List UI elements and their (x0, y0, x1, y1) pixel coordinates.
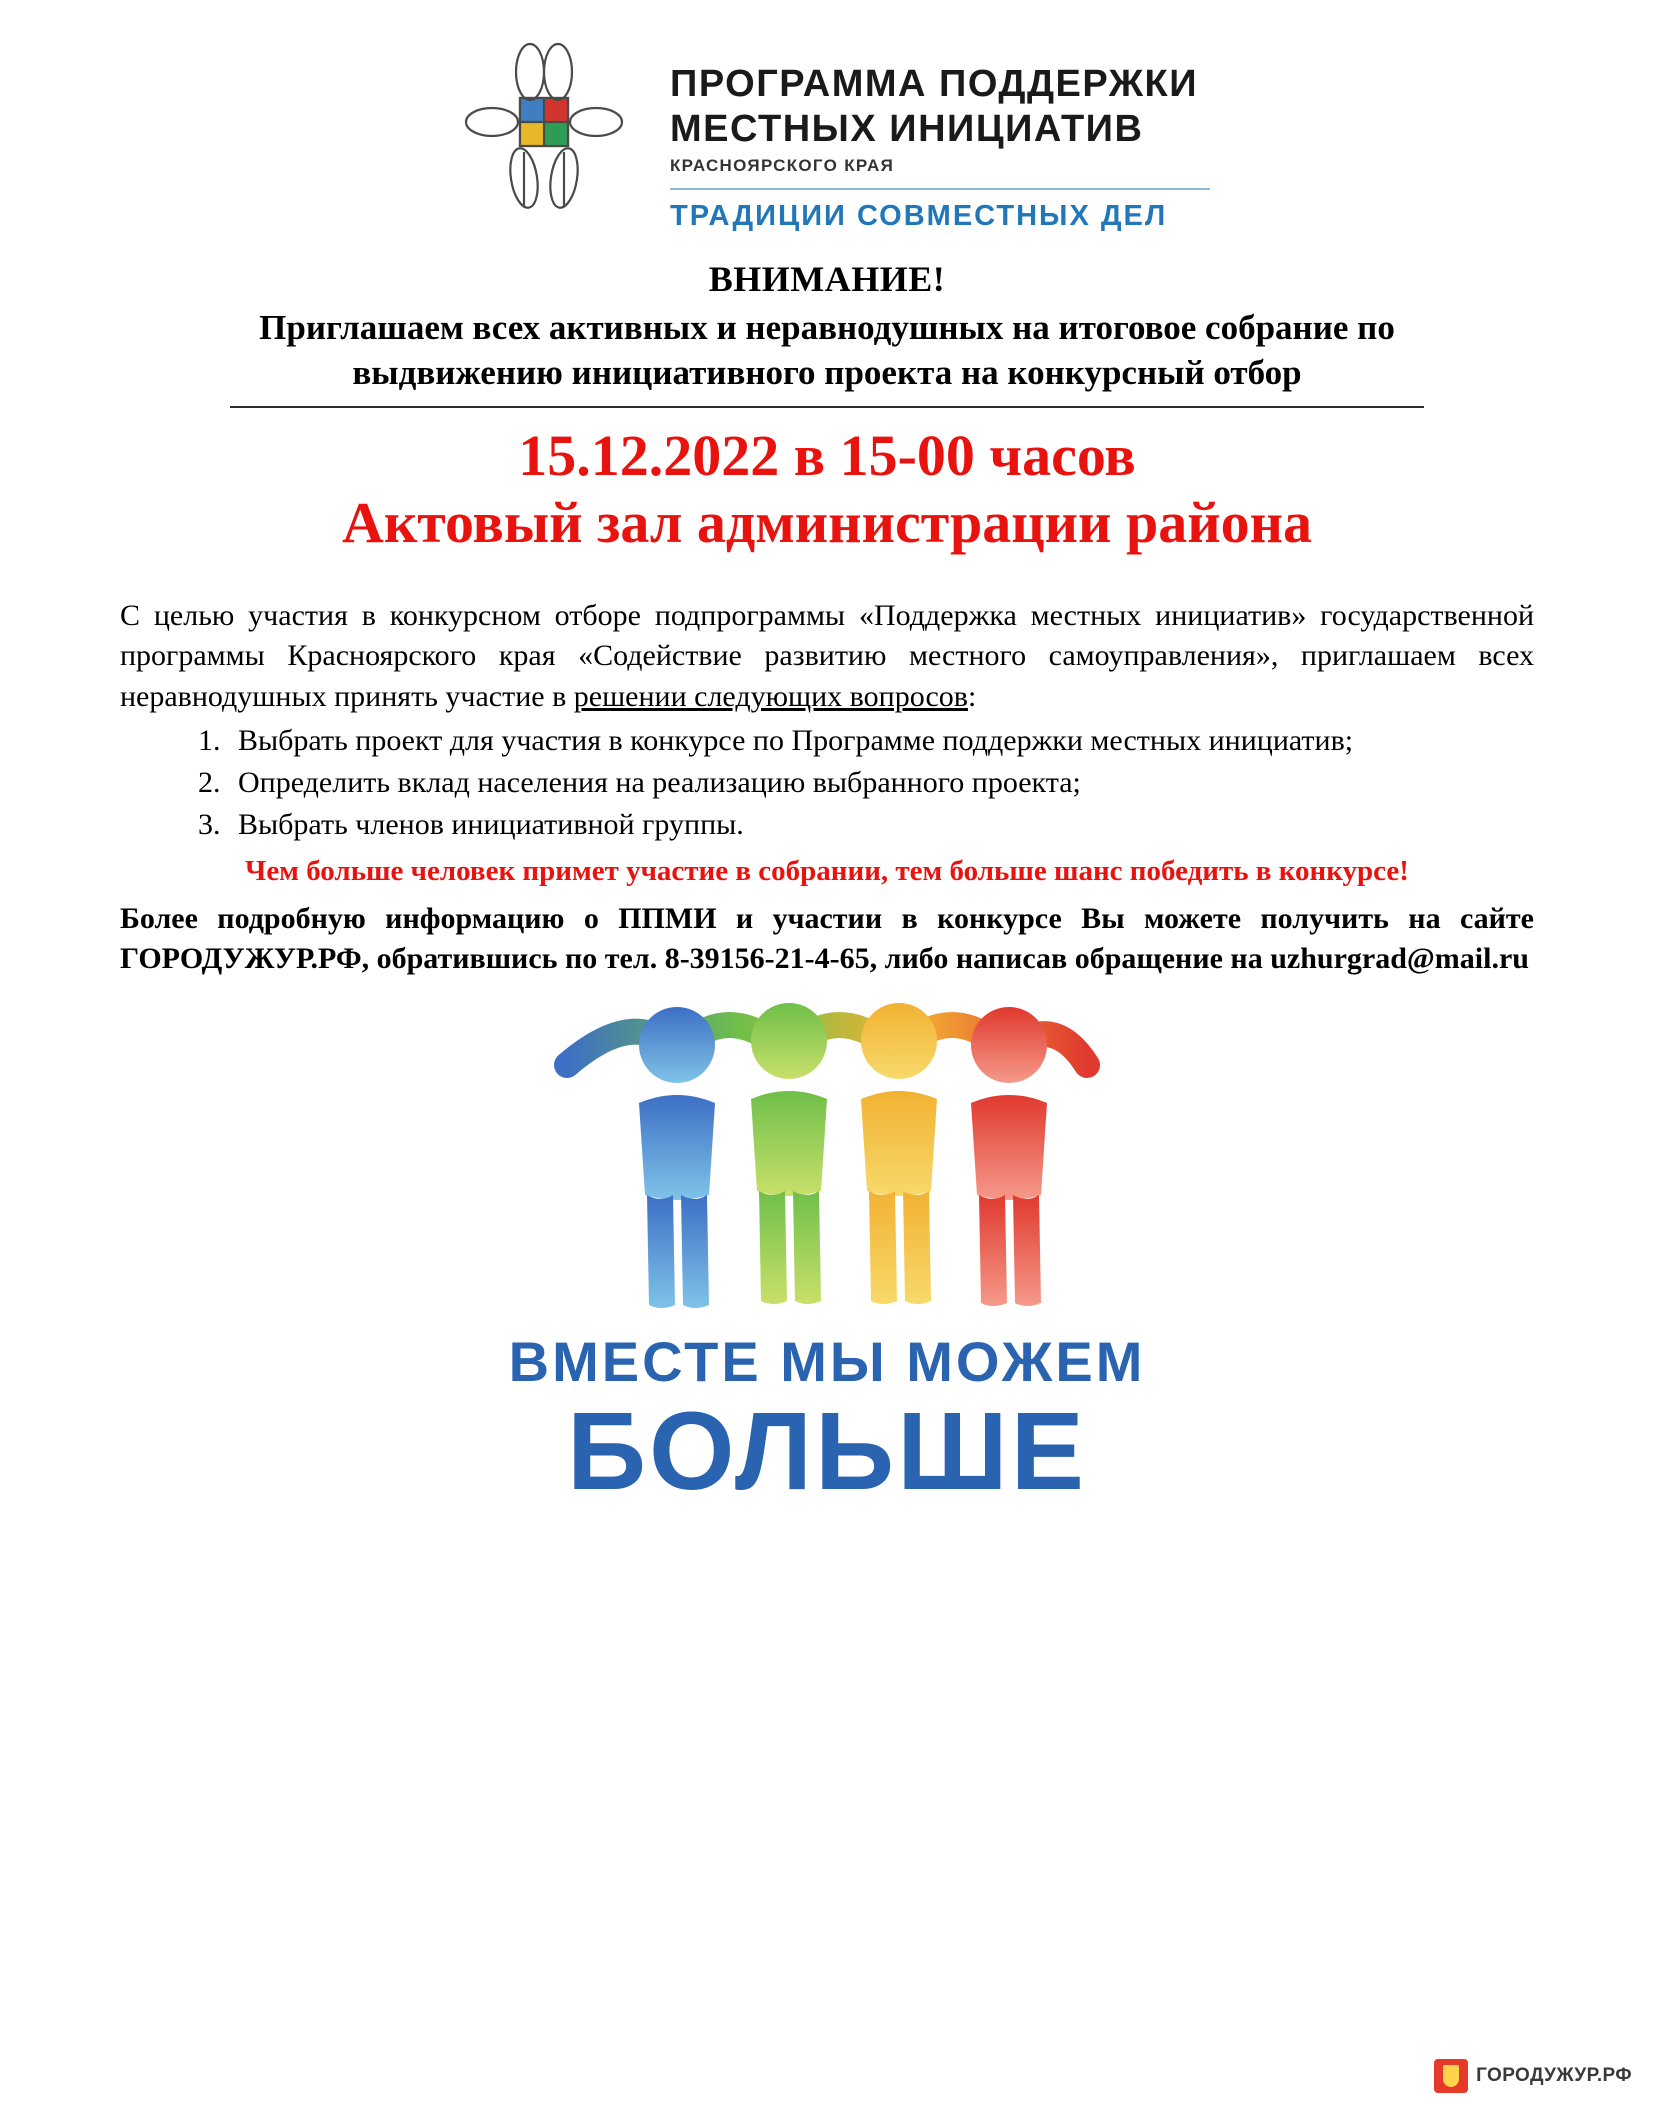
watermark (1434, 2059, 1632, 2093)
illustration-slogan-small: ВМЕСТЕ МЫ МОЖЕМ (508, 1330, 1146, 1394)
logo-title-line1: ПРОГРАММА ПОДДЕРЖКИ (670, 63, 1199, 105)
header (120, 0, 1534, 236)
attention-heading: ВНИМАНИЕ! (708, 259, 946, 299)
invitation-text: Приглашаем всех активных и неравнодушных на итоговое собрание по выдвижению инициативного проекта на конкурсный отбор (259, 308, 1395, 392)
logo-text-block (670, 36, 1210, 233)
contact-info-text: Более подробную информацию о ППМИ и участии в конкурсе Вы можете получить на сайте ГОРОДУЖУР.РФ, обратившись по тел. 8-39156-21-4-65, либо написав обращение на uzhurgrad@mail.ru (120, 901, 1534, 976)
intro-underlined: решении следующих вопросов (573, 679, 968, 713)
intro-part1: С целью участия в конкурсном отборе подпрограммы «Поддержка местных инициатив» государственной программы Красноярского края «Содействие развитию местного самоуправления», приглашаем всех неравнодушных принять участие в (120, 599, 1534, 713)
illustration-slogan-big: БОЛЬШЕ (566, 1390, 1088, 1514)
list-item: 1. Выбрать проект для участия в конкурсе по Программе поддержки местных инициатив; (228, 721, 1534, 761)
questions-list (120, 721, 1534, 846)
list-item: 3. Выбрать членов инициативной группы. (228, 805, 1534, 845)
event-location: Актовый зал администрации района (341, 489, 1313, 555)
watermark-label: ГОРОДУЖУР.РФ (1476, 2065, 1632, 2086)
event-headline (120, 422, 1534, 557)
red-emphasis-text: Чем больше человек примет участие в собрании, тем больше шанс победить в конкурсе! (245, 855, 1409, 888)
logo-subtitle: КРАСНОЯРСКОГО КРАЯ (670, 155, 895, 175)
logo-title-line2: МЕСТНЫХ ИНИЦИАТИВ (670, 107, 1144, 150)
list-item: 2. Определить вклад населения на реализацию выбранного проекта; (228, 763, 1534, 803)
intro-paragraph (120, 596, 1534, 717)
intro-part2: : (967, 679, 977, 713)
flower-logo-icon (444, 36, 644, 236)
shield-badge-icon (1434, 2059, 1468, 2093)
logo-slogan: ТРАДИЦИИ СОВМЕСТНЫХ ДЕЛ (670, 199, 1168, 232)
people-holding-hands-icon (120, 995, 1534, 1325)
section-divider (230, 406, 1424, 408)
illustration-block (120, 995, 1534, 1514)
event-datetime: 15.12.2022 в 15-00 часов (518, 422, 1136, 488)
logo-divider (670, 188, 1210, 190)
